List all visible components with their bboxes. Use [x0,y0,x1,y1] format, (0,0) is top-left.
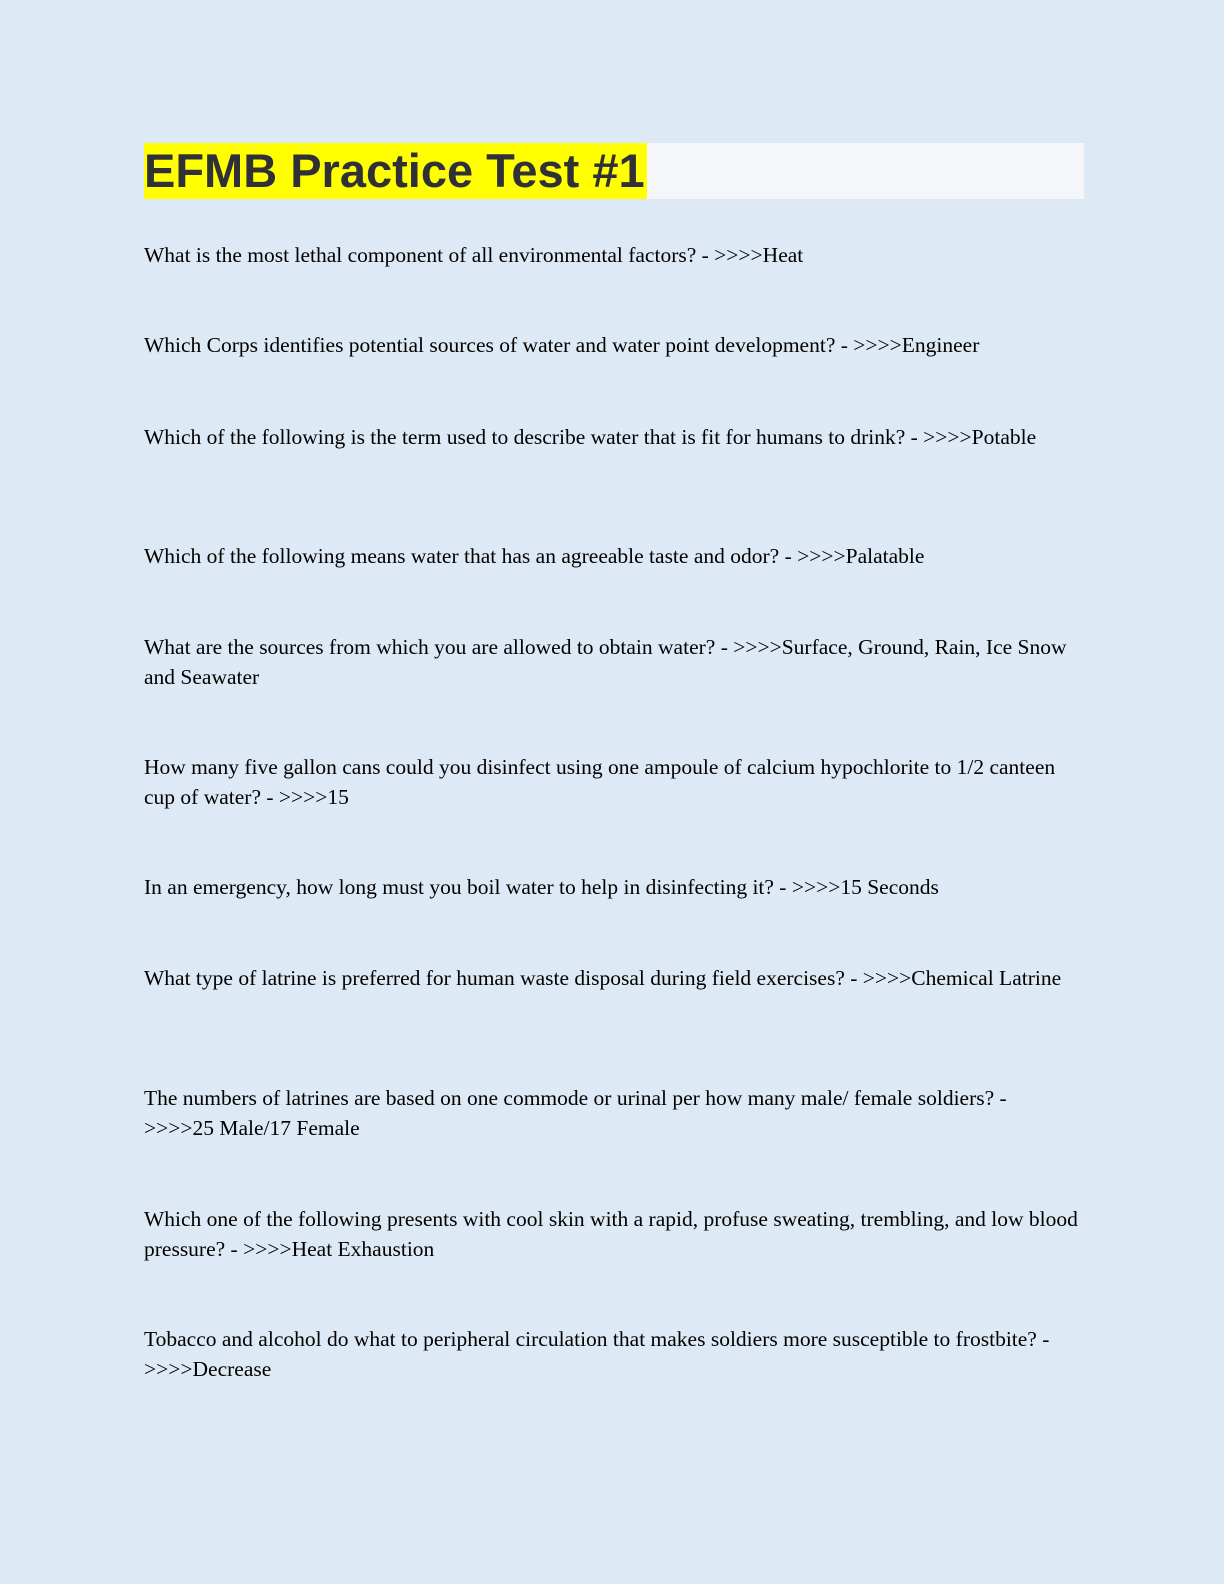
question-item: Which Corps identifies potential sources of water and water point development? - >>>>Engineer [144,333,980,357]
question-item: Which of the following is the term used to describe water that is fit for humans to drink? - >>>>Potable [144,425,1037,449]
question-item: What is the most lethal component of all environmental factors? - >>>>Heat [144,243,804,267]
question-item: Which one of the following presents with cool skin with a rapid, profuse sweating, trembling, and low blood pressure? - >>>>Heat Exhaustion [144,1207,1078,1261]
question-item: What type of latrine is preferred for human waste disposal during field exercises? - >>>>Chemical Latrine [144,966,1062,990]
question-item: Which of the following means water that has an agreeable taste and odor? - >>>>Palatable [144,544,925,568]
question-item: What are the sources from which you are allowed to obtain water? - >>>>Surface, Ground, Rain, Ice Snow and Seawater [144,635,1067,689]
question-item: How many five gallon cans could you disinfect using one ampoule of calcium hypochlorite to 1/2 canteen cup of water? - >>>>15 [144,755,1056,809]
question-item: In an emergency, how long must you boil water to help in disinfecting it? - >>>>15 Seconds [144,875,939,899]
document-page [144,143,1084,1381]
title-bar [144,143,1084,199]
page-title: EFMB Practice Test #1 [144,144,645,197]
question-item: The numbers of latrines are based on one commode or urinal per how many male/ female soldiers? - >>>>25 Male/17 Female [144,1086,1007,1140]
question-item: Tobacco and alcohol do what to peripheral circulation that makes soldiers more susceptible to frostbite? - >>>>Decrease [144,1327,1050,1381]
